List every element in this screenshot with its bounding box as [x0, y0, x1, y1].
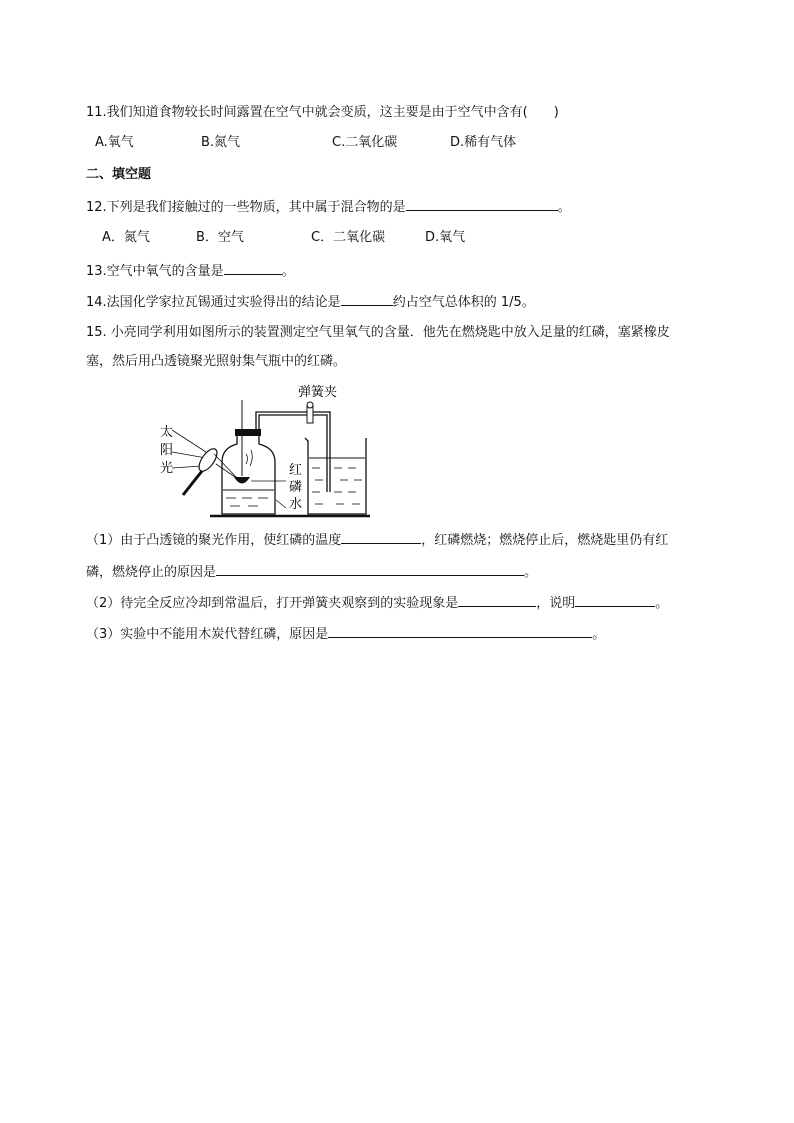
lens-icon: [172, 430, 238, 495]
q14-line: [86, 292, 535, 312]
label-phos-1: 红: [289, 463, 303, 478]
q15-p1-a: （1）由于凸透镜的聚光作用，使红磷的温度: [86, 533, 342, 548]
label-phos-2: 磷: [289, 480, 303, 495]
q13-end: 。: [281, 264, 295, 279]
q15-p2-end: 。: [655, 596, 669, 611]
q11-stem: 11.我们知道食物较长时间露置在空气中就会变质，这主要是由于空气中含有( ): [86, 105, 559, 120]
q15-p2-line: [86, 593, 668, 613]
q12-end: 。: [557, 200, 571, 215]
q12-option-d: D.氧气: [425, 230, 466, 245]
q12-blank[interactable]: [406, 197, 558, 211]
q13-line: [86, 261, 295, 281]
q12-stem: 12.下列是我们接触过的一些物质，其中属于混合物的是: [86, 200, 406, 215]
q15-p3-blank[interactable]: [328, 624, 592, 638]
q12-stem-line: [86, 197, 571, 217]
q12-option-b: B．空气: [196, 230, 244, 245]
q15-line1: 15. 小亮同学利用如图所示的装置测定空气里氧气的含量．他先在燃烧匙中放入足量的红磷，塞紧橡皮: [86, 325, 670, 340]
q13-blank[interactable]: [224, 261, 282, 275]
label-sun-1: 太: [160, 425, 174, 440]
q15-p1-line2: [86, 562, 537, 582]
q15-p2-blank-2[interactable]: [575, 593, 655, 607]
q15-p2-b: ，说明: [536, 596, 576, 611]
q11-option-b: B.氮气: [201, 135, 241, 150]
label-water: 水: [289, 497, 303, 512]
q15-p1-b: ，红磷燃烧；燃烧停止后，燃烧匙里仍有红: [421, 533, 669, 548]
beaker: [305, 438, 366, 514]
q15-p2-a: （2）待完全反应冷却到常温后，打开弹簧夹观察到的实验现象是: [86, 596, 459, 611]
q12-option-c: C．二氧化碳: [311, 230, 386, 245]
section-title: 二、填空题: [86, 167, 152, 182]
q15-p1-line1: [86, 530, 668, 550]
q11-option-c: C.二氧化碳: [332, 135, 398, 150]
label-sun-3: 光: [160, 461, 174, 476]
q11-option-a: A.氧气: [95, 135, 134, 150]
q14-tail: 约占空气总体积的 1/5。: [392, 295, 535, 310]
q15-p3-end: 。: [592, 627, 606, 642]
experiment-figure: [150, 380, 380, 522]
q15-p3-line: [86, 624, 605, 644]
q14-stem: 14.法国化学家拉瓦锡通过实验得出的结论是: [86, 295, 341, 310]
q13-stem: 13.空气中氧气的含量是: [86, 264, 224, 279]
q15-p3-a: （3）实验中不能用木炭代替红磷，原因是: [86, 627, 329, 642]
q15-p2-blank-1[interactable]: [458, 593, 536, 607]
q12-option-a: A．氮气: [102, 230, 150, 245]
q15-line2: 塞，然后用凸透镜聚光照射集气瓶中的红磷。: [86, 354, 347, 369]
q15-p1-blank-1[interactable]: [341, 530, 421, 544]
q15-p1-c: 磷，燃烧停止的原因是: [86, 565, 217, 580]
label-clip: 弹簧夹: [298, 385, 338, 400]
q14-blank[interactable]: [341, 292, 393, 306]
label-sun-2: 阳: [160, 443, 174, 458]
q15-p1-end: 。: [524, 565, 538, 580]
q15-p1-blank-2[interactable]: [216, 562, 524, 576]
gas-bottle: [222, 400, 286, 514]
q11-option-d: D.稀有气体: [450, 135, 517, 150]
